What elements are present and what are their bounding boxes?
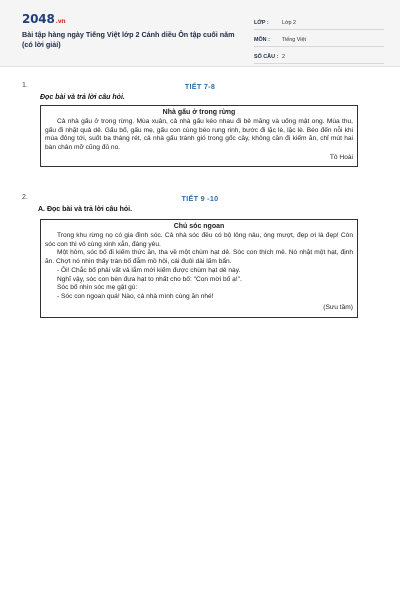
passage-paragraph: - Ôi! Chắc bố phải vất vả lắm mới kiếm được chùm hạt dẻ này. [57, 266, 241, 274]
passage-author: Tô Hoài [329, 153, 353, 161]
passage-paragraph: - Sóc con ngoan quá! Nào, cả nhà mình cùng ăn nhé! [57, 292, 214, 300]
passage-paragraph: Một hôm, sóc bố đi kiếm thức ăn, tha về một chùm hạt dẻ. Sóc con thích mê. Nó nhặt một hạt, định ăn. Chợt nó nhìn thấy trán bố đẫm mồ hôi, cái đuôi dài lấm bẩn. [45, 249, 353, 266]
lesson-heading: TIẾT 9 -10 [181, 194, 219, 203]
site-logo[interactable]: 2048.vn [22, 12, 66, 26]
reading-passage [40, 219, 358, 318]
meta-subject: MÔN : Tiếng Việt [254, 33, 384, 47]
question-prompt: Đọc bài và trả lời câu hỏi. [40, 94, 125, 101]
reading-passage [40, 105, 358, 167]
passage-title: Nhà gấu ở trong rừng [162, 109, 236, 116]
passage-paragraph: Cả nhà gấu ở trong rừng. Mùa xuân, cả nhà gấu kéo nhau đi bẻ măng và uống mật ong. Mùa thu, gấu đi nhặt quả dẻ. Gấu bố, gấu mẹ, gấu con cùng béo rung rinh, bước đi lặc lè, lặc lè. Béo đến nỗi khi mùa đông tới, suốt ba tháng rét, cả nhà gấu tránh gió trong gốc cây, không cần đi kiếm ăn, chỉ mút hai bàn chân mỡ cũng đủ no. [45, 118, 353, 152]
lesson-heading: TIẾT 7-8 [184, 82, 216, 91]
question-number: 2. [22, 194, 28, 201]
passage-paragraph: Trong khu rừng nọ có gia đình sóc. Cả nhà sóc đều có bộ lông nâu, óng mượt, đẹp ơi là đẹp! Còn sóc con thì vô cùng xinh xắn, đáng yêu. [45, 232, 353, 248]
document-header [0, 0, 400, 67]
question-1 [22, 82, 378, 192]
document-meta [254, 16, 384, 67]
question-number: 1. [22, 82, 28, 89]
passage-paragraph: Nghĩ vậy, sóc con bèn đưa hạt to nhất cho bố: "Con mời bố ạ!". [57, 275, 242, 283]
passage-paragraph: Sóc bố nhìn sóc mẹ gật gù: [57, 284, 138, 292]
document-title: Bài tập hàng ngày Tiếng Việt lớp 2 Cánh diều Ôn tập cuối năm (có lời giải) [22, 30, 235, 49]
passage-source: (Sưu tầm) [323, 303, 353, 311]
passage-title: Chú sóc ngoan [173, 223, 225, 230]
meta-class: LỚP : Lớp 2 [254, 16, 384, 30]
question-prompt: A. Đọc bài và trả lời câu hỏi. [38, 206, 133, 213]
question-2 [22, 194, 378, 374]
meta-question-count: SỐ CÂU : 2 [254, 50, 384, 64]
